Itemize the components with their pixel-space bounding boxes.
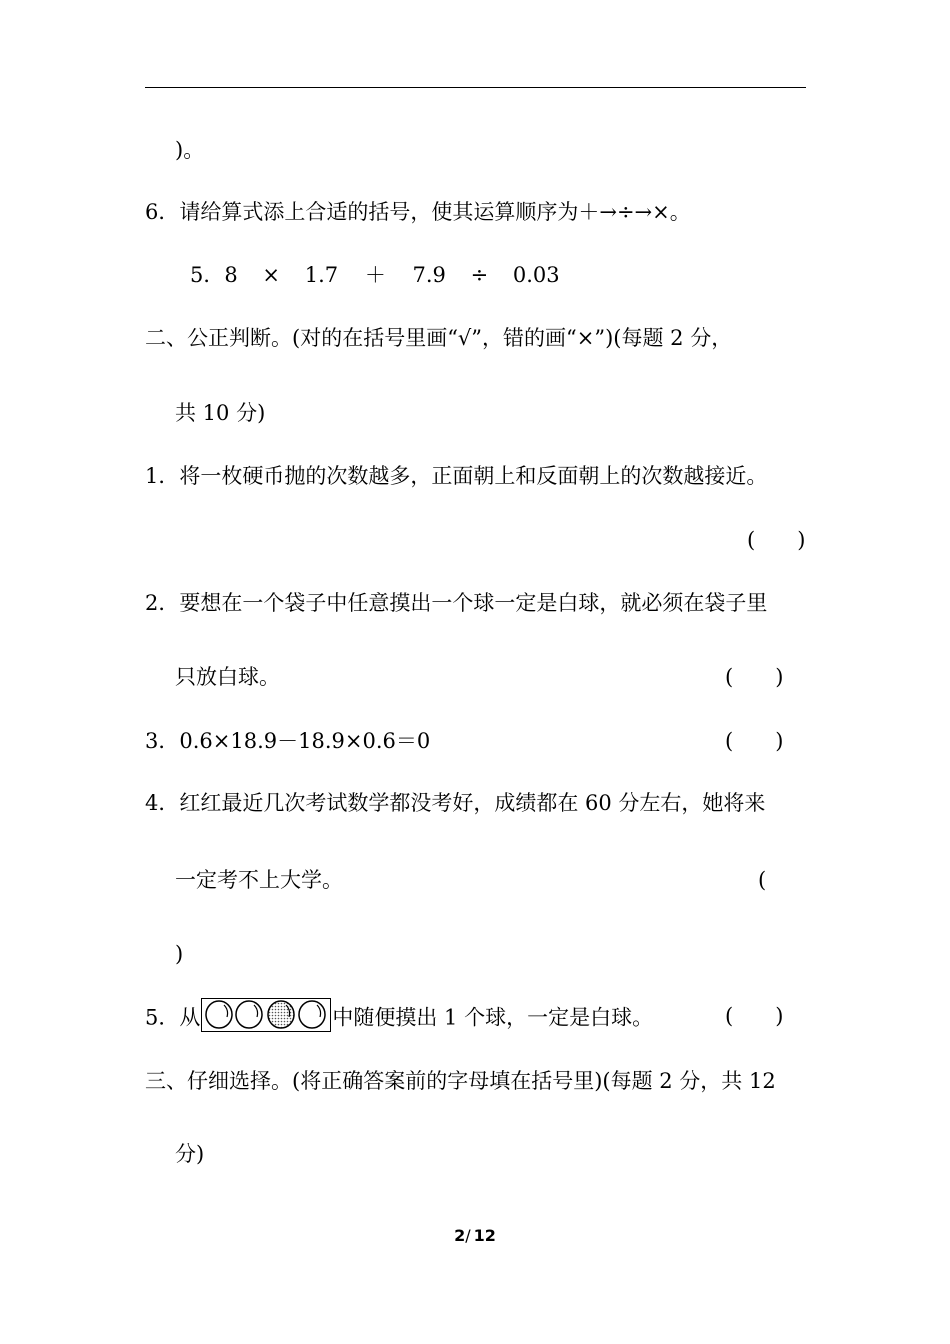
answer-paren-2[interactable]: ( ) bbox=[725, 665, 784, 689]
expr-term-3: 7.9 bbox=[412, 263, 446, 287]
question-6-expression bbox=[190, 261, 560, 289]
judge-item-4: 4．红红最近几次考试数学都没考好，成绩都在 60 分左右，她将来 bbox=[145, 791, 766, 815]
expr-operator-plus: ＋ bbox=[364, 263, 386, 287]
section-3-heading: 三、仔细选择。(将正确答案前的字母填在括号里)(每题 2 分，共 12 bbox=[145, 1069, 776, 1093]
section-3-heading-cont: 分) bbox=[175, 1142, 205, 1166]
white-ball-icon bbox=[299, 1001, 325, 1028]
judge-item-2-cont: 只放白球。 bbox=[175, 665, 280, 689]
expr-term-4: 0.03 bbox=[512, 263, 560, 287]
balls-illustration bbox=[202, 999, 329, 1030]
judge-item-5-suffix: 中随便摸出 1 个球，一定是白球。 bbox=[332, 1005, 654, 1030]
expr-operator-times: × bbox=[262, 263, 281, 287]
expr-term-1: 5．8 bbox=[190, 263, 238, 287]
judge-item-4-cont: 一定考不上大学。 bbox=[175, 868, 343, 892]
answer-paren-5[interactable]: ( ) bbox=[725, 1004, 784, 1028]
expr-operator-divide: ÷ bbox=[470, 263, 489, 287]
judge-item-2: 2．要想在一个袋子中任意摸出一个球一定是白球，就必须在袋子里 bbox=[145, 591, 768, 615]
question-6-text: 6．请给算式添上合适的括号，使其运算顺序为＋→÷→×。 bbox=[145, 200, 691, 224]
page-total: 12 bbox=[473, 1226, 496, 1245]
white-ball-icon bbox=[236, 1001, 262, 1028]
previous-question-fragment: )。 bbox=[175, 138, 205, 162]
answer-paren-3[interactable]: ( ) bbox=[725, 729, 784, 753]
answer-paren-1[interactable]: ( ) bbox=[747, 528, 806, 552]
judge-item-5 bbox=[145, 1002, 653, 1036]
judge-item-1: 1．将一枚硬币抛的次数越多，正面朝上和反面朝上的次数越接近。 bbox=[145, 464, 768, 488]
section-2-heading-cont: 共 10 分) bbox=[175, 401, 266, 425]
page-separator: / bbox=[465, 1226, 471, 1245]
gray-ball-icon bbox=[268, 1001, 294, 1028]
page-current: 2 bbox=[454, 1226, 466, 1245]
expr-term-2: 1.7 bbox=[304, 263, 339, 287]
section-2-heading: 二、公正判断。(对的在括号里画“√”，错的画“×”)(每题 2 分， bbox=[145, 326, 733, 350]
judge-item-3: 3．0.6×18.9－18.9×0.6＝0 bbox=[145, 729, 431, 753]
header-rule bbox=[145, 87, 806, 88]
white-ball-icon bbox=[206, 1001, 232, 1028]
answer-paren-4-close[interactable]: ) bbox=[175, 942, 184, 966]
ball-box-image bbox=[201, 998, 331, 1032]
answer-paren-4-open[interactable]: ( bbox=[758, 868, 767, 892]
judge-item-5-prefix: 5．从 bbox=[145, 1005, 201, 1030]
page-number bbox=[0, 1226, 950, 1246]
